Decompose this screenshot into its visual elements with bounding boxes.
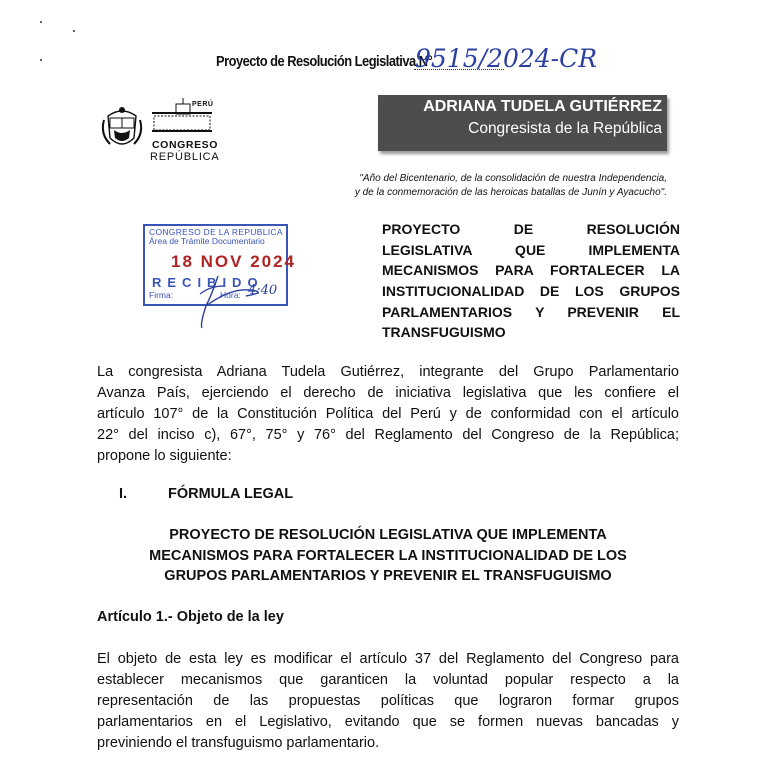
formula-title-line: GRUPOS PARLAMENTARIOS Y PREVENIR EL TRANSFUGUISMO — [164, 568, 612, 584]
intro-line: propone lo siguiente: — [97, 448, 232, 464]
signature-icon — [140, 236, 300, 336]
congresswoman-name: ADRIANA TUDELA GUTIÉRREZ — [423, 98, 662, 115]
speck — [73, 30, 75, 32]
section-title: FÓRMULA LEGAL — [168, 486, 294, 502]
speck — [40, 21, 42, 23]
congresswoman-role: Congresista de la República — [468, 120, 662, 137]
stamp-received: RECIBIDO — [152, 275, 264, 290]
formula-title-line: MECANISMOS PARA FORTALECER LA INSTITUCIONALIDAD DE LOS — [149, 548, 627, 564]
peru-label: PERÚ — [192, 101, 214, 108]
project-number-handwritten: 9515/2024-CR — [415, 44, 598, 73]
stamp-line: Área de Trámite Documentario — [149, 236, 265, 246]
article-line: El objeto de esta ley es modificar el artículo 37 del Reglamento del Congreso para — [97, 651, 679, 667]
article-line: representación de las propuestas políticas que lograron formar grupos — [97, 693, 679, 709]
stamp-firma-label: Firma: — [149, 290, 174, 300]
article-line: parlamentarios en el Legislativo, evitando que se formen nuevas bancadas y — [97, 714, 679, 730]
logo-congreso-label: CONGRESO — [152, 139, 219, 151]
stamp-handwritten-time: 4:40 — [248, 283, 278, 298]
stamp-line: CONGRESO DE LA REPUBLICA — [149, 227, 283, 237]
intro-line: artículo 107° de la Constitución Política del Perú y de conformidad con el artículo — [97, 406, 679, 422]
speck — [40, 59, 42, 61]
stamp-date: 18 NOV 2024 — [171, 252, 297, 271]
formula-title-line: PROYECTO DE RESOLUCIÓN LEGISLATIVA QUE IMPLEMENTA — [169, 527, 607, 543]
section-number: I. — [119, 486, 128, 502]
bill-title-line: PROYECTO DE RESOLUCIÓN — [382, 221, 680, 237]
project-label: Proyecto de Resolución Legislativa N° — [216, 53, 433, 70]
stamp-hora-label: Hora: — [220, 290, 241, 300]
bill-title-line: PARLAMENTARIOS Y PREVENIR EL — [382, 304, 680, 320]
bill-title-line: INSTITUCIONALIDAD DE LOS GRUPOS — [382, 283, 680, 299]
year-motto-line: "Año del Bicentenario, de la consolidación de nuestra Independencia, — [359, 173, 667, 184]
article-line: establecer mecanismos que garanticen la voluntad popular respecto a la — [97, 672, 679, 688]
coat-of-arms-icon — [103, 107, 141, 144]
year-motto-line: y de la conmemoración de las heroicas batallas de Junín y Ayacucho". — [354, 187, 667, 198]
intro-line: La congresista Adriana Tudela Gutiérrez, integrante del Grupo Parlamentario — [97, 364, 679, 380]
article-title: Artículo 1.- Objeto de la ley — [97, 609, 284, 625]
bill-title-line: TRANSFUGUISMO — [382, 324, 506, 340]
intro-line: Avanza País, ejerciendo el derecho de iniciativa legislativa que les confiere el — [97, 385, 679, 401]
bill-title-line: MECANISMOS PARA FORTALECER LA — [382, 262, 680, 278]
bill-title-line: LEGISLATIVA QUE IMPLEMENTA — [382, 242, 680, 258]
intro-line: 22° del inciso c), 67°, 75° y 76° del Reglamento del Congreso de la República; — [97, 427, 679, 443]
article-line: previniendo el transfuguismo parlamentario. — [97, 735, 380, 751]
logo-republica-label: REPÚBLICA — [150, 151, 220, 163]
